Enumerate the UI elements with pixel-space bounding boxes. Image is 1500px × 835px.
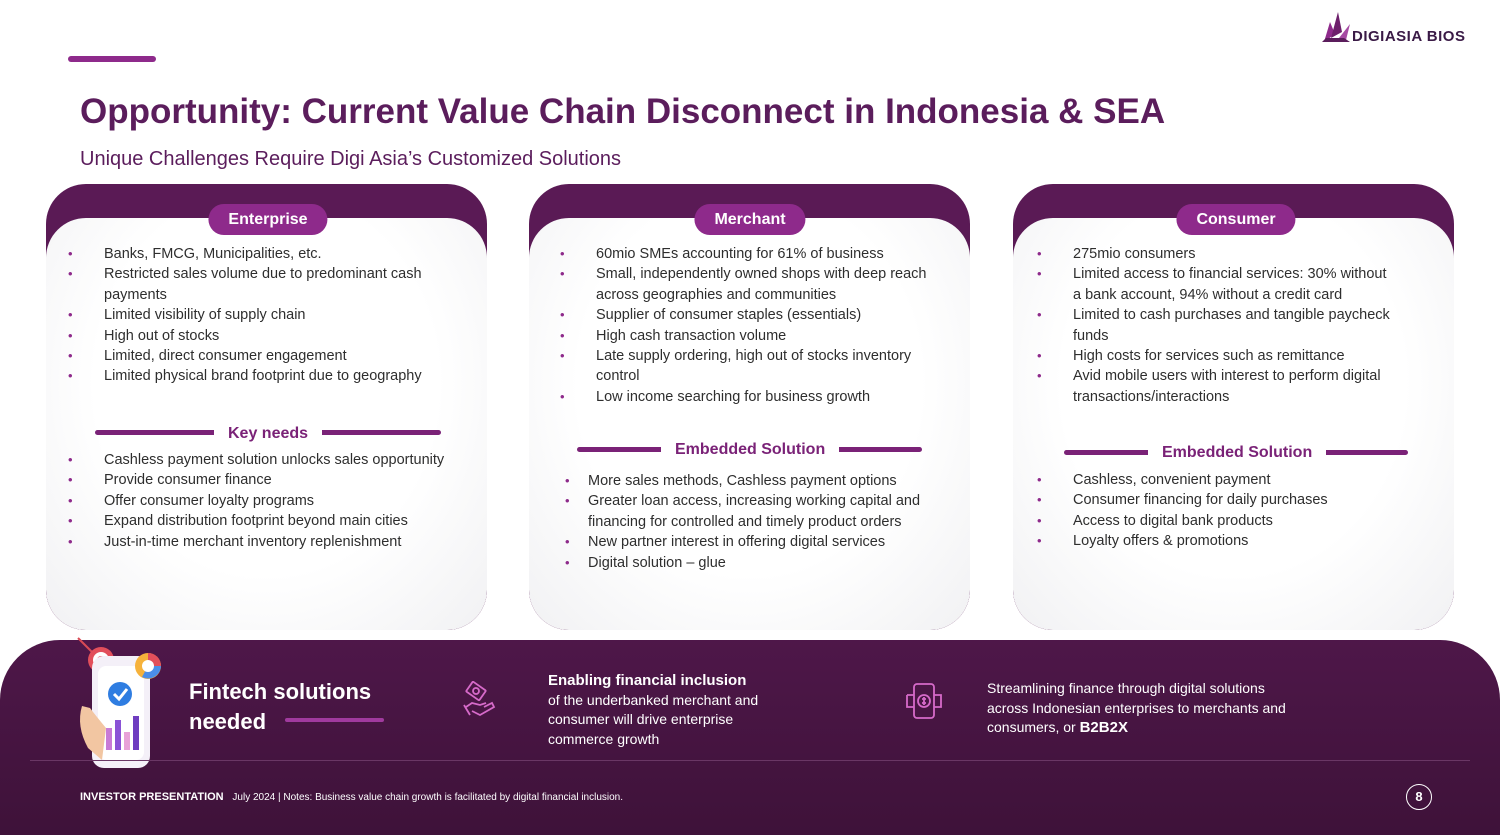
list-item: • Avid mobile users with interest to perform digital transactions/interactions — [1037, 366, 1397, 407]
merchant-solution-label: Embedded Solution — [661, 437, 839, 463]
list-item: • Just-in-time merchant inventory replenishment — [68, 532, 468, 552]
consumer-challenges-list — [1037, 244, 1397, 407]
phone-analytics-icon — [72, 636, 172, 775]
merchant-pill: Merchant — [694, 204, 805, 235]
list-item: • Loyalty offers & promotions — [1037, 531, 1417, 551]
list-item: • Low income searching for business growth — [560, 387, 940, 407]
list-item: • Late supply ordering, high out of stocks inventory control — [560, 346, 940, 387]
list-item: • More sales methods, Cashless payment options — [565, 471, 955, 491]
list-item: • Offer consumer loyalty programs — [68, 491, 468, 511]
list-item: • Consumer financing for daily purchases — [1037, 490, 1417, 510]
list-item: • 275mio consumers — [1037, 244, 1397, 264]
list-item: • Limited access to financial services: 30% without a bank account, 94% without a credit card — [1037, 264, 1397, 305]
list-item: • Access to digital bank products — [1037, 511, 1417, 531]
banner-divider — [30, 760, 1470, 761]
streamline-text: Streamlining finance through digital solutions across Indonesian enterprises to merchants and consumers, or — [987, 680, 1286, 736]
enterprise-pill: Enterprise — [208, 204, 327, 235]
inclusion-text: of the underbanked merchant and consumer will drive enterprise commerce growth — [548, 691, 759, 747]
key-needs-label: Key needs — [214, 421, 322, 447]
brand-name: DIGIASIA BIOS — [1352, 28, 1466, 45]
footer-note: July 2024 | Notes: Business value chain growth is facilitated by digital financial inclusion. — [232, 792, 624, 803]
list-item: • Limited physical brand footprint due to geography — [68, 366, 468, 386]
merchant-solution-list — [565, 471, 955, 573]
consumer-solution-label: Embedded Solution — [1148, 440, 1326, 466]
list-item: • Digital solution – glue — [565, 553, 955, 573]
key-needs-list — [68, 450, 468, 552]
list-item: • 60mio SMEs accounting for 61% of business — [560, 244, 940, 264]
logo-crane-icon — [1320, 8, 1354, 44]
consumer-solution-list — [1037, 470, 1417, 552]
enterprise-challenges-list — [68, 244, 468, 387]
list-item: • New partner interest in offering digital services — [565, 532, 955, 552]
brand-logo — [1320, 8, 1480, 48]
list-item: • Limited, direct consumer engagement — [68, 346, 468, 366]
list-item: • High costs for services such as remittance — [1037, 346, 1397, 366]
fintech-title: Fintech solutions needed — [189, 679, 372, 734]
list-item: • Greater loan access, increasing working capital and financing for controlled and timely product orders — [565, 491, 955, 532]
streamline-block — [987, 679, 1307, 738]
list-item: • Cashless, convenient payment — [1037, 470, 1417, 490]
mobile-payment-icon — [903, 681, 945, 726]
consumer-pill: Consumer — [1176, 204, 1295, 235]
list-item: • Limited to cash purchases and tangible paycheck funds — [1037, 305, 1397, 346]
list-item: • Small, independently owned shops with deep reach across geographies and communities — [560, 264, 940, 305]
list-item: • Restricted sales volume due to predominant cash payments — [68, 264, 468, 305]
accent-bar — [68, 56, 156, 62]
list-item: • Limited visibility of supply chain — [68, 305, 468, 325]
list-item: • High cash transaction volume — [560, 326, 940, 346]
hand-money-icon — [462, 681, 500, 724]
list-item: • Provide consumer finance — [68, 470, 468, 490]
merchant-challenges-list — [560, 244, 940, 407]
inclusion-heading: Enabling financial inclusion — [548, 672, 747, 689]
list-item: • Supplier of consumer staples (essentials) — [560, 305, 940, 325]
inclusion-block — [548, 671, 788, 749]
list-item: • Expand distribution footprint beyond main cities — [68, 511, 468, 531]
list-item: • High out of stocks — [68, 326, 468, 346]
page-number: 8 — [1406, 784, 1432, 810]
streamline-strong: B2B2X — [1079, 719, 1128, 737]
footer-label: INVESTOR PRESENTATION — [80, 791, 224, 803]
list-item: • Cashless payment solution unlocks sales opportunity — [68, 450, 468, 470]
page-title: Opportunity: Current Value Chain Disconnect in Indonesia & SEA — [80, 92, 1166, 131]
page-subtitle: Unique Challenges Require Digi Asia’s Customized Solutions — [80, 148, 622, 170]
list-item: • Banks, FMCG, Municipalities, etc. — [68, 244, 468, 264]
fintech-underline — [285, 718, 384, 722]
footer — [80, 791, 623, 803]
